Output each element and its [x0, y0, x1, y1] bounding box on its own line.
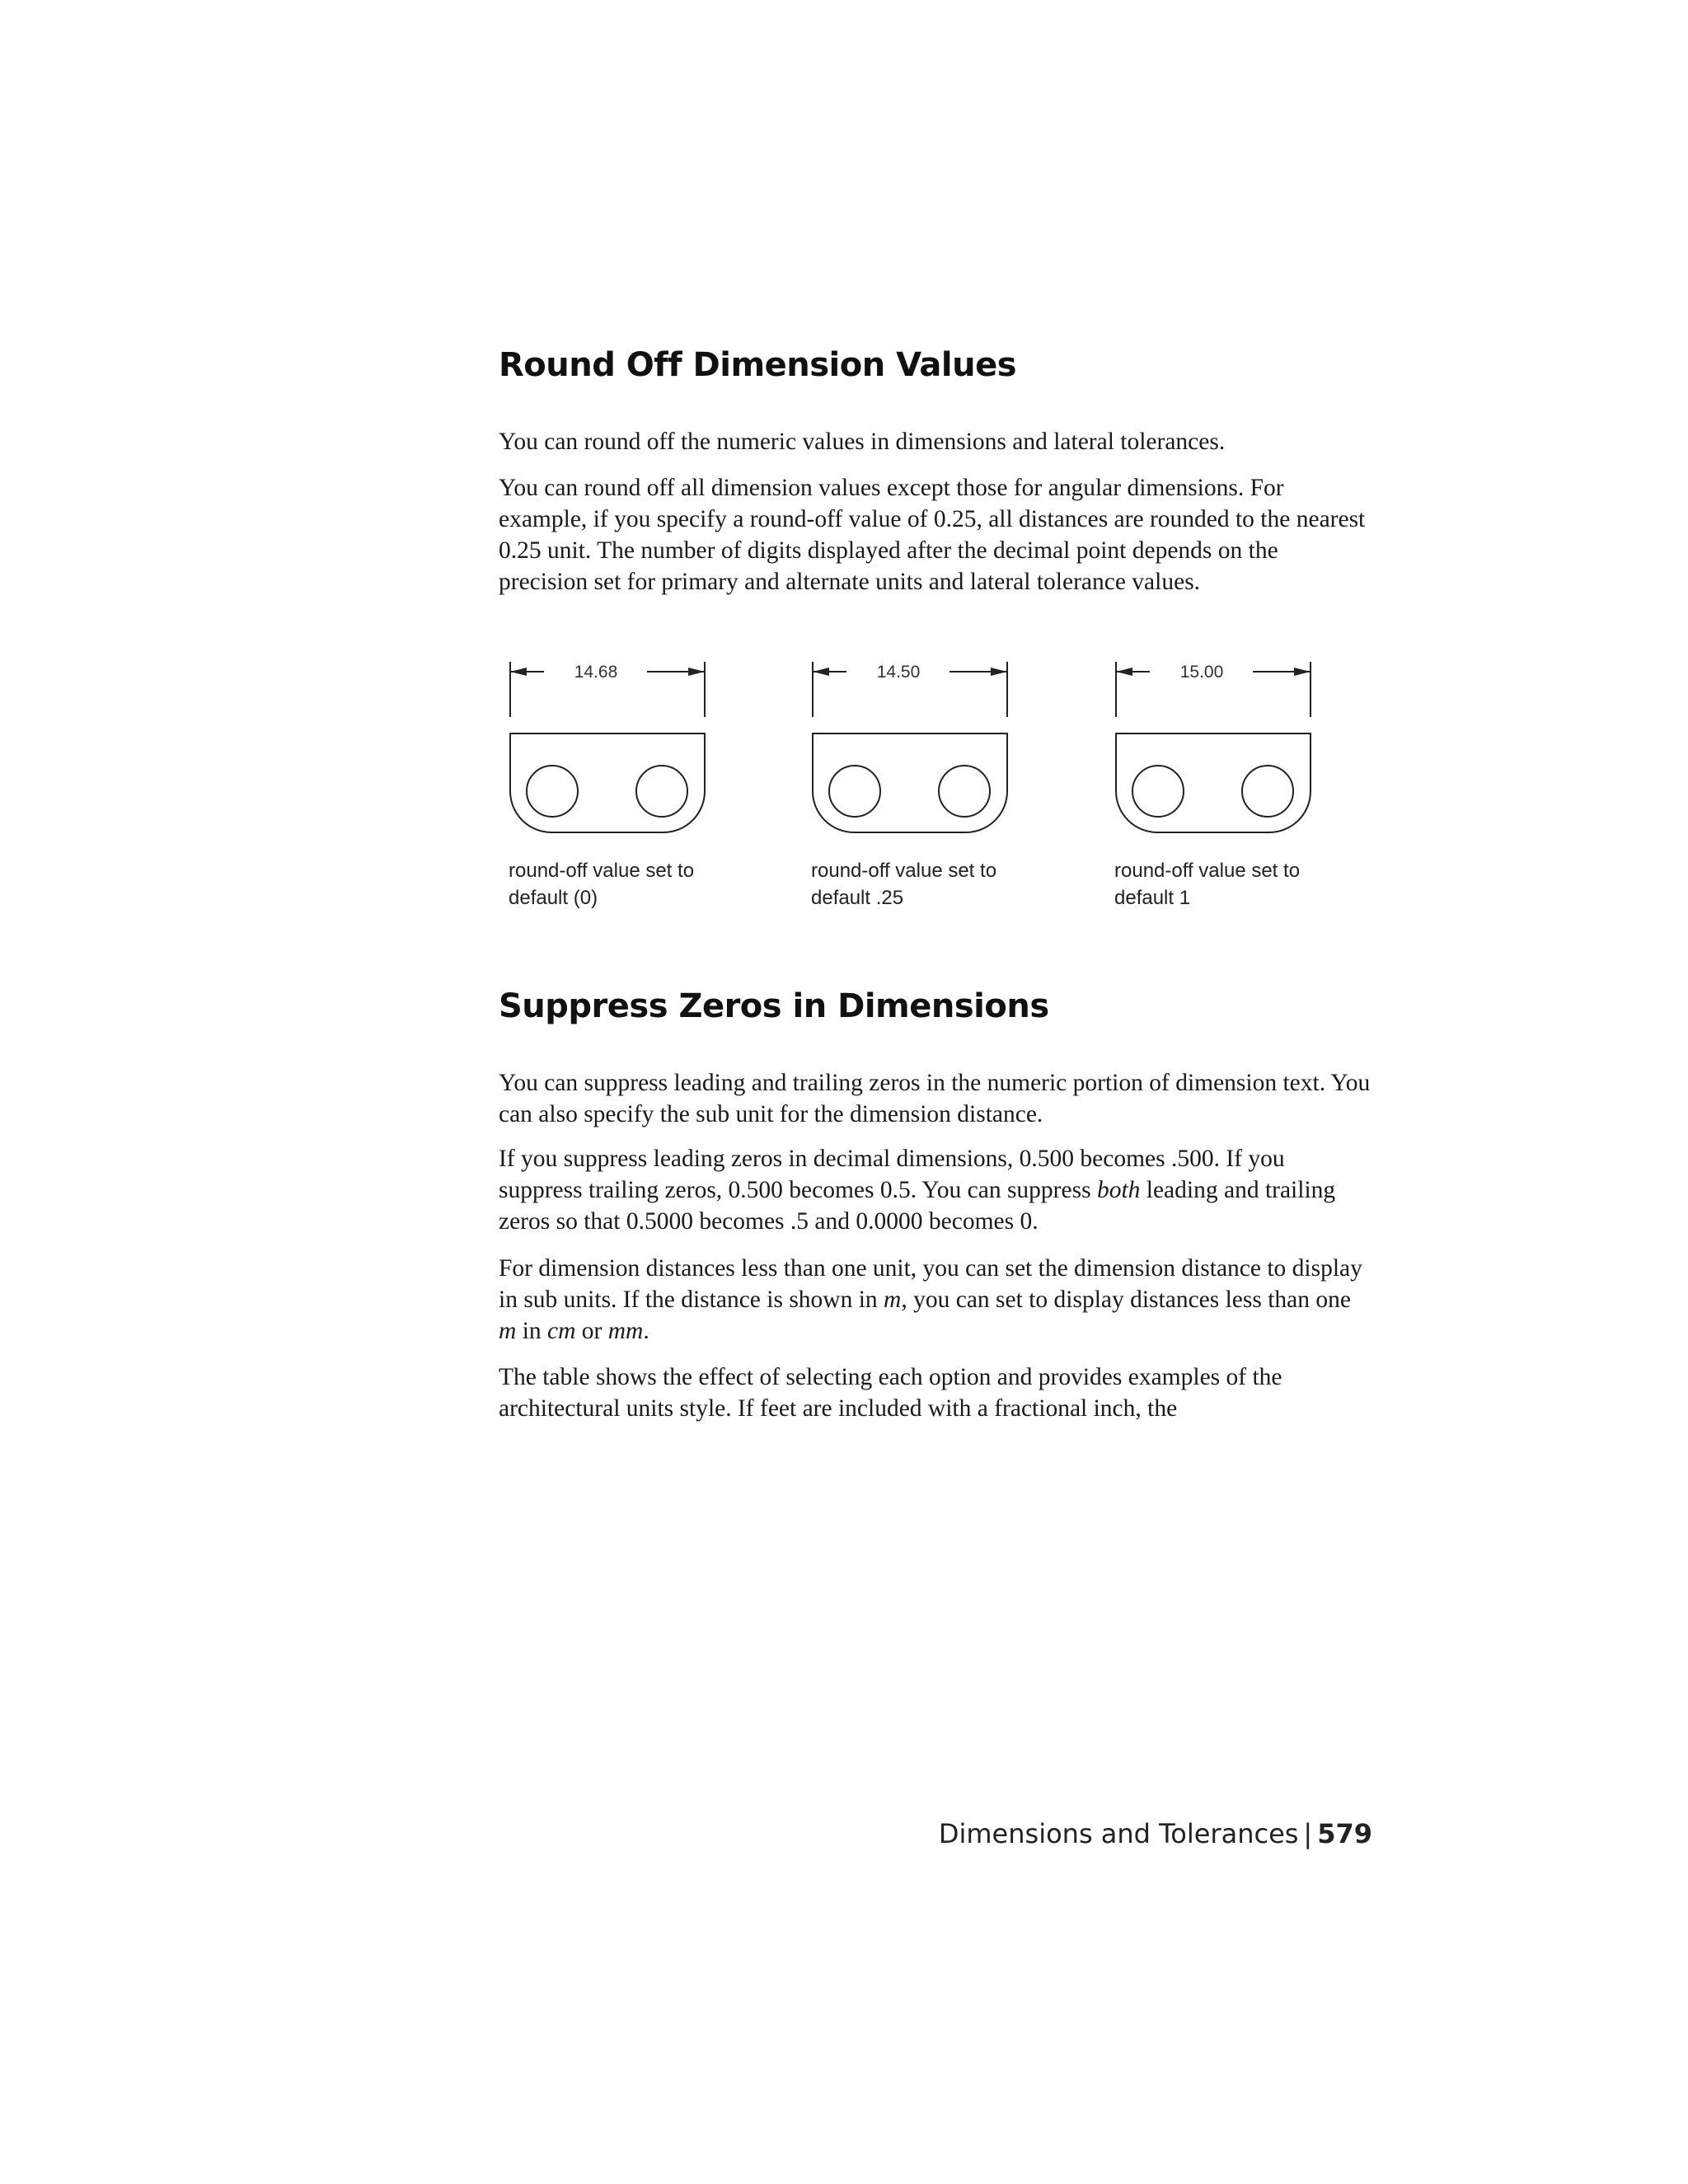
figure-caption: round-off value set to default 1: [1114, 860, 1301, 909]
section-title-suppress-zeros: Suppress Zeros in Dimensions: [499, 987, 1049, 1025]
dimension-value: 15.00: [1179, 663, 1224, 682]
paragraph-suppress-intro: You can suppress leading and trailing zeros in the numeric portion of dimension text. You can also specify the sub unit for the dimension distance.: [499, 1070, 1371, 1127]
dimension-value: 14.50: [876, 663, 921, 682]
paragraph-round-off-detail: You can round off all dimension values except those for angular dimensions. For example, if you specify a round-off value of 0.25, all distances are rounded to the nearest 0.25 unit. The number of digits displayed after the decimal point depends on the precision set for primary and alternate units and lateral tolerance values.: [499, 475, 1366, 595]
figure-caption: round-off value set to default .25: [811, 860, 997, 909]
bracket-drawing: [1104, 655, 1319, 853]
paragraph-suppress-decimal: If you suppress leading zeros in decimal dimensions, 0.500 becomes .500. If you suppress trailing zeros, 0.500 becomes 0.5. You can suppress both leading and trailing zeros so that 0.5000 becomes .5 and 0.0000 becomes 0.: [499, 1146, 1336, 1235]
figure-panel-3: [1104, 655, 1319, 927]
paragraph-sub-units: For dimension distances less than one unit, you can set the dimension distance to display in sub units. If the distance is shown in m, you can set to display distances less than one m in cm or mm.: [499, 1255, 1362, 1344]
figure-panel-2: [801, 655, 1015, 927]
paragraph-round-off-intro: You can round off the numeric values in dimensions and lateral tolerances.: [499, 429, 1226, 455]
section-title-round-off: Round Off Dimension Values: [499, 346, 1017, 384]
page-footer: [939, 1818, 1372, 1849]
footer-section-title: Dimensions and Tolerances: [938, 1818, 1299, 1849]
figure-panel-1: [499, 655, 713, 927]
page-number: 579: [1317, 1818, 1372, 1849]
round-off-figure: [499, 655, 1372, 927]
dimension-value: 14.68: [574, 663, 618, 682]
footer-separator: |: [1303, 1818, 1313, 1849]
bracket-drawing: [499, 655, 713, 853]
figure-caption: round-off value set to default (0): [509, 860, 695, 909]
bracket-drawing: [801, 655, 1015, 853]
paragraph-table-intro: The table shows the effect of selecting each option and provides examples of the architectural units style. If feet are included with a fractional inch, the: [499, 1364, 1282, 1422]
